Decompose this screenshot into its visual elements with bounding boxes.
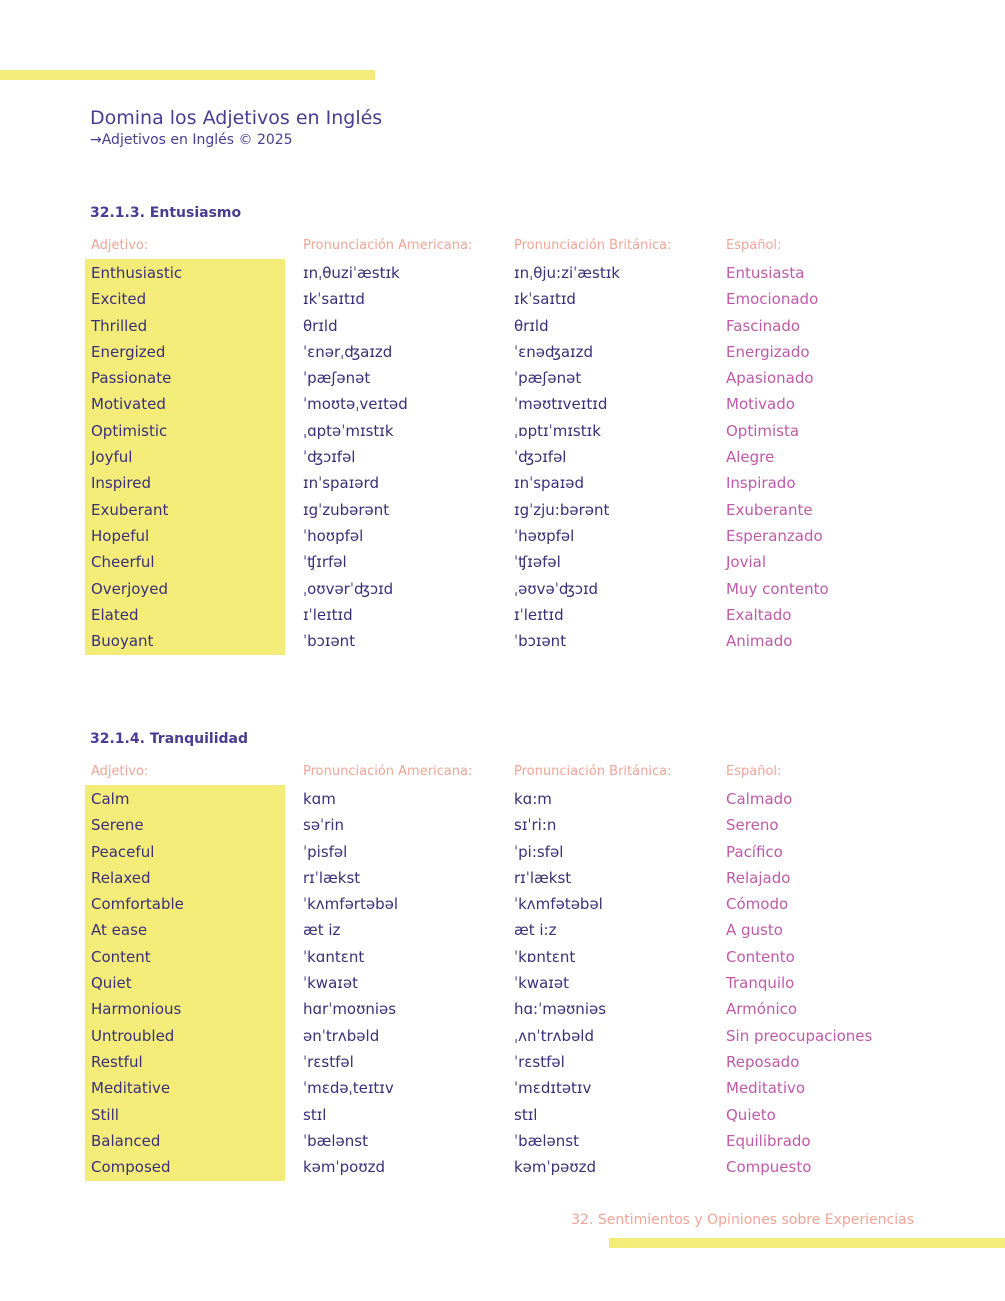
section-title: 32.1.3. Entusiasmo (90, 205, 242, 221)
table-row (0, 313, 1005, 339)
table-row (0, 812, 1005, 838)
british-pronunciation-cell: ˈrɛstfəl (514, 1052, 565, 1071)
table-row (0, 970, 1005, 996)
column-header-adjective: Adjetivo: (91, 764, 149, 779)
spanish-translation-cell: Animado (726, 632, 793, 651)
american-pronunciation-cell: ɪnˈspaɪərd (303, 474, 379, 493)
adjective-cell: Energized (91, 342, 166, 361)
spanish-translation-cell: Energizado (726, 342, 810, 361)
column-header-adjective: Adjetivo: (91, 238, 149, 253)
spanish-translation-cell: Tranquilo (726, 974, 795, 993)
adjective-cell: Harmonious (91, 1000, 182, 1019)
american-pronunciation-cell: ˈmɛdəˌteɪtɪv (303, 1079, 394, 1098)
spanish-translation-cell: Quieto (726, 1105, 776, 1124)
british-pronunciation-cell: ˌʌnˈtrʌbəld (514, 1026, 594, 1045)
american-pronunciation-cell: ˈmoʊtəˌveɪtəd (303, 395, 408, 414)
spanish-translation-cell: Inspirado (726, 474, 796, 493)
adjective-cell: Motivated (91, 395, 166, 414)
table-row (0, 286, 1005, 312)
american-pronunciation-cell: kəmˈpoʊzd (303, 1158, 386, 1177)
american-pronunciation-cell: ˈʤɔɪfəl (303, 448, 356, 467)
adjective-cell: Balanced (91, 1131, 161, 1150)
british-pronunciation-cell: kəmˈpəʊzd (514, 1158, 597, 1177)
spanish-translation-cell: Optimista (726, 421, 800, 440)
table-row (0, 260, 1005, 286)
table-row (0, 865, 1005, 891)
table-row (0, 1049, 1005, 1075)
american-pronunciation-cell: ˈpisfəl (303, 842, 348, 861)
american-pronunciation-cell: ˈrɛstfəl (303, 1052, 354, 1071)
british-pronunciation-cell: ˈməʊtɪveɪtɪd (514, 395, 608, 414)
american-pronunciation-cell: ˌɑptəˈmɪstɪk (303, 421, 394, 440)
british-pronunciation-cell: ˈkɒntɛnt (514, 947, 576, 966)
adjective-cell: Meditative (91, 1079, 171, 1098)
table-row (0, 628, 1005, 654)
document-title: Domina los Adjetivos en Inglés (90, 107, 383, 129)
column-header-british: Pronunciación Británica: (514, 764, 672, 779)
american-pronunciation-cell: ənˈtrʌbəld (303, 1026, 380, 1045)
column-header-spanish: Español: (726, 764, 782, 779)
british-pronunciation-cell: ˈpi:sfəl (514, 842, 564, 861)
british-pronunciation-cell: ˈkwaɪət (514, 974, 569, 993)
adjective-cell: Still (91, 1105, 119, 1124)
american-pronunciation-cell: ˈɛnərˌʤaɪzd (303, 342, 393, 361)
british-pronunciation-cell: ɪkˈsaɪtɪd (514, 290, 576, 309)
table-row (0, 470, 1005, 496)
spanish-translation-cell: Exuberante (726, 500, 813, 519)
american-pronunciation-cell: ˈkʌmfərtəbəl (303, 895, 399, 914)
american-pronunciation-cell: ˈʧɪrfəl (303, 553, 347, 572)
table-row (0, 444, 1005, 470)
american-pronunciation-cell: kɑm (303, 790, 336, 808)
spanish-translation-cell: Apasionado (726, 369, 814, 388)
spanish-translation-cell: Esperanzado (726, 526, 823, 545)
table-row (0, 339, 1005, 365)
spanish-translation-cell: A gusto (726, 921, 783, 940)
table-row (0, 1128, 1005, 1154)
spanish-translation-cell: Jovial (726, 553, 767, 572)
adjective-cell: Serene (91, 816, 144, 835)
american-pronunciation-cell: ˈbɔɪənt (303, 632, 356, 651)
table-row (0, 1075, 1005, 1101)
spanish-translation-cell: Exaltado (726, 605, 792, 624)
adjective-cell: Calm (91, 790, 130, 808)
british-pronunciation-cell: ˈhəʊpfəl (514, 526, 575, 545)
vocabulary-table (0, 260, 1005, 654)
american-pronunciation-cell: stɪl (303, 1105, 327, 1124)
spanish-translation-cell: Pacífico (726, 842, 783, 861)
adjective-cell: Inspired (91, 474, 152, 493)
table-row (0, 497, 1005, 523)
british-pronunciation-cell: ˈɛnəʤaɪzd (514, 342, 593, 361)
spanish-translation-cell: Fascinado (726, 316, 801, 335)
column-header-spanish: Español: (726, 238, 782, 253)
table-row (0, 1102, 1005, 1128)
adjective-cell: Quiet (91, 974, 132, 993)
table-row (0, 549, 1005, 575)
table-row (0, 944, 1005, 970)
british-pronunciation-cell: ɪnˈspaɪəd (514, 474, 585, 493)
table-row (0, 602, 1005, 628)
spanish-translation-cell: Cómodo (726, 895, 789, 914)
adjective-cell: Elated (91, 605, 139, 624)
adjective-cell: Composed (91, 1158, 171, 1177)
table-row (0, 576, 1005, 602)
spanish-translation-cell: Sereno (726, 816, 779, 835)
british-pronunciation-cell: rɪˈlækst (514, 868, 572, 887)
adjective-cell: Buoyant (91, 632, 154, 651)
british-pronunciation-cell: æt i:z (514, 921, 557, 940)
table-row (0, 365, 1005, 391)
american-pronunciation-cell: ɪgˈzubərənt (303, 500, 390, 519)
british-pronunciation-cell: ˈpæʃənət (514, 369, 582, 388)
table-row (0, 1023, 1005, 1049)
american-pronunciation-cell: ˈkwaɪət (303, 974, 358, 993)
british-pronunciation-cell: sɪˈri:n (514, 816, 557, 835)
american-pronunciation-cell: ˈpæʃənət (303, 369, 371, 388)
american-pronunciation-cell: θrɪld (303, 316, 338, 335)
adjective-cell: Hopeful (91, 526, 150, 545)
bottom-accent-bar (609, 1238, 1005, 1248)
spanish-translation-cell: Muy contento (726, 579, 829, 598)
table-row (0, 786, 1005, 812)
adjective-cell: Optimistic (91, 421, 168, 440)
table-row (0, 996, 1005, 1022)
adjective-cell: Passionate (91, 369, 172, 388)
adjective-cell: Peaceful (91, 842, 155, 861)
spanish-translation-cell: Alegre (726, 448, 775, 467)
adjective-cell: Content (91, 947, 151, 966)
british-pronunciation-cell: hɑ:ˈməʊniəs (514, 1000, 607, 1019)
spanish-translation-cell: Contento (726, 947, 795, 966)
spanish-translation-cell: Relajado (726, 868, 791, 887)
spanish-translation-cell: Compuesto (726, 1158, 812, 1177)
american-pronunciation-cell: ɪnˌθuziˈæstɪk (303, 264, 400, 282)
british-pronunciation-cell: ɪnˌθju:ziˈæstɪk (514, 264, 620, 282)
adjective-cell: Restful (91, 1052, 143, 1071)
british-pronunciation-cell: θrɪld (514, 316, 549, 335)
british-pronunciation-cell: ˈbɔɪənt (514, 632, 567, 651)
adjective-cell: Joyful (91, 448, 133, 467)
british-pronunciation-cell: ˈʧɪəfəl (514, 553, 561, 572)
spanish-translation-cell: Entusiasta (726, 264, 805, 282)
british-pronunciation-cell: ˈkʌmfətəbəl (514, 895, 603, 914)
adjective-cell: Cheerful (91, 553, 155, 572)
american-pronunciation-cell: səˈrin (303, 816, 345, 835)
spanish-translation-cell: Armónico (726, 1000, 798, 1019)
british-pronunciation-cell: ɪgˈzju:bərənt (514, 500, 610, 519)
adjective-cell: Overjoyed (91, 579, 169, 598)
british-pronunciation-cell: ˈbælənst (514, 1131, 579, 1150)
table-row (0, 1154, 1005, 1180)
document-subtitle: →Adjetivos en Inglés © 2025 (90, 132, 293, 148)
adjective-cell: Comfortable (91, 895, 184, 914)
american-pronunciation-cell: ɪkˈsaɪtɪd (303, 290, 365, 309)
adjective-cell: Thrilled (91, 316, 148, 335)
british-pronunciation-cell: stɪl (514, 1105, 538, 1124)
table-row (0, 523, 1005, 549)
adjective-cell: Enthusiastic (91, 264, 183, 282)
spanish-translation-cell: Calmado (726, 790, 793, 808)
american-pronunciation-cell: rɪˈlækst (303, 868, 361, 887)
table-row (0, 391, 1005, 417)
table-row (0, 839, 1005, 865)
section-title: 32.1.4. Tranquilidad (90, 731, 248, 747)
spanish-translation-cell: Motivado (726, 395, 795, 414)
column-header-american: Pronunciación Americana: (303, 238, 473, 253)
british-pronunciation-cell: ˌəʊvəˈʤɔɪd (514, 579, 599, 598)
adjective-cell: Exuberant (91, 500, 169, 519)
american-pronunciation-cell: ˈkɑntɛnt (303, 947, 365, 966)
top-accent-bar (0, 70, 375, 80)
british-pronunciation-cell: ˌɒptɪˈmɪstɪk (514, 421, 601, 440)
adjective-cell: Relaxed (91, 868, 151, 887)
british-pronunciation-cell: ˈmɛdɪtətɪv (514, 1079, 592, 1098)
american-pronunciation-cell: ˈbælənst (303, 1131, 368, 1150)
american-pronunciation-cell: æt iz (303, 921, 341, 940)
spanish-translation-cell: Meditativo (726, 1079, 806, 1098)
spanish-translation-cell: Equilibrado (726, 1131, 811, 1150)
spanish-translation-cell: Emocionado (726, 290, 819, 309)
american-pronunciation-cell: hɑrˈmoʊniəs (303, 1000, 397, 1019)
american-pronunciation-cell: ˈhoʊpfəl (303, 526, 364, 545)
british-pronunciation-cell: ɪˈleɪtɪd (514, 605, 564, 624)
column-header-american: Pronunciación Americana: (303, 764, 473, 779)
adjective-cell: At ease (91, 921, 148, 940)
column-header-british: Pronunciación Británica: (514, 238, 672, 253)
adjective-cell: Excited (91, 290, 147, 309)
american-pronunciation-cell: ˌoʊvərˈʤɔɪd (303, 579, 394, 598)
british-pronunciation-cell: ˈʤɔɪfəl (514, 448, 567, 467)
table-row (0, 917, 1005, 943)
british-pronunciation-cell: kɑ:m (514, 790, 552, 808)
spanish-translation-cell: Reposado (726, 1052, 800, 1071)
vocabulary-table (0, 786, 1005, 1180)
american-pronunciation-cell: ɪˈleɪtɪd (303, 605, 353, 624)
table-row (0, 418, 1005, 444)
table-row (0, 891, 1005, 917)
page-footer: 32. Sentimientos y Opiniones sobre Experiencias (571, 1212, 914, 1228)
adjective-cell: Untroubled (91, 1026, 175, 1045)
spanish-translation-cell: Sin preocupaciones (726, 1026, 873, 1045)
